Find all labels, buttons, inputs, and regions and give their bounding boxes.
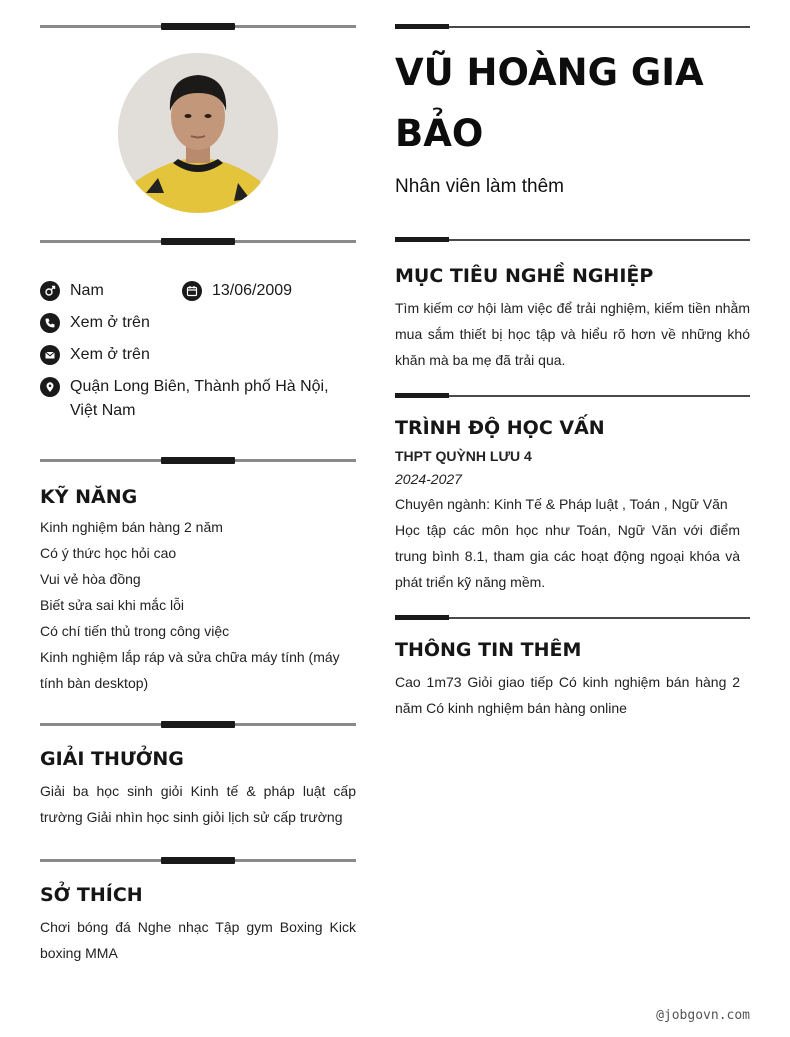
education-major: Chuyên ngành: Kinh Tế & Pháp luật , Toán , Ngữ Văn	[395, 496, 728, 512]
education-description: Học tập các môn học như Toán, Ngữ Văn với điểm trung bình 8.1, tham gia các hoạt động ngoại khóa và phát triển kỹ năng mềm.	[395, 522, 740, 590]
birthday-value: 13/06/2009	[212, 282, 293, 299]
gender-item	[40, 279, 182, 303]
divider	[395, 26, 750, 28]
objective-title: MỤC TIÊU NGHỀ NGHIỆP	[395, 265, 654, 287]
gender-value: Nam	[70, 282, 104, 299]
divider	[395, 617, 750, 619]
candidate-name: VŨ HOÀNG GIA BẢO	[395, 51, 704, 155]
divider	[395, 395, 750, 397]
address-value: Quận Long Biên, Thành phố Hà Nội, Việt Nam	[70, 378, 329, 419]
divider	[40, 459, 356, 462]
skill-item: Kinh nghiệm bán hàng 2 năm	[40, 519, 223, 535]
hobbies-text: Chơi bóng đá Nghe nhạc Tập gym Boxing Kick boxing MMA	[40, 919, 356, 961]
divider	[40, 25, 356, 28]
location-pin-icon	[40, 377, 60, 397]
mail-icon	[40, 345, 60, 365]
job-title: Nhân viên làm thêm	[395, 176, 564, 197]
objective-text: Tìm kiếm cơ hội làm việc để trải nghiệm, kiếm tiền nhằm mua sắm thiết bị học tập và hiểu rõ hơn về những khó khăn mà ba mẹ đã trải qua.	[395, 300, 750, 368]
birthday-item	[182, 279, 292, 303]
phone-value: Xem ở trên	[70, 314, 150, 331]
divider	[395, 239, 750, 241]
email-item	[40, 343, 356, 367]
extra-text: Cao 1m73 Giỏi giao tiếp Có kinh nghiệm bán hàng 2 năm Có kinh nghiệm bán hàng online	[395, 674, 740, 716]
skill-item: Có chí tiến thủ trong công việc	[40, 623, 230, 639]
education-title: TRÌNH ĐỘ HỌC VẤN	[395, 417, 605, 439]
footer-watermark: @jobgovn.com	[656, 1008, 750, 1023]
right-column	[395, 0, 750, 721]
divider	[40, 859, 356, 862]
skill-item: Có ý thức học hỏi cao	[40, 545, 177, 561]
awards-title: GIẢI THƯỞNG	[40, 748, 184, 770]
divider	[40, 240, 356, 243]
left-column	[40, 0, 356, 966]
awards-text: Giải ba học sinh giỏi Kinh tế & pháp luật cấp trường Giải nhìn học sinh giỏi lịch sử cấp trường	[40, 783, 356, 825]
skill-item: Biết sửa sai khi mắc lỗi	[40, 597, 184, 613]
avatar	[118, 53, 278, 213]
skill-item: Kinh nghiệm lắp ráp và sửa chữa máy tính (máy tính bàn desktop)	[40, 649, 340, 691]
divider	[40, 723, 356, 726]
education-period: 2024-2027	[395, 471, 462, 487]
contact-row-1	[40, 279, 356, 303]
phone-item	[40, 311, 356, 335]
skill-item: Vui vẻ hòa đồng	[40, 571, 141, 587]
extra-title: THÔNG TIN THÊM	[395, 639, 582, 661]
hobbies-title: SỞ THÍCH	[40, 884, 143, 906]
gender-icon	[40, 281, 60, 301]
email-value: Xem ở trên	[70, 346, 150, 363]
phone-icon	[40, 313, 60, 333]
calendar-icon	[182, 281, 202, 301]
address-item	[40, 375, 356, 423]
skills-list	[40, 514, 356, 696]
school-name: THPT QUỲNH LƯU 4	[395, 448, 532, 464]
skills-title: KỸ NĂNG	[40, 486, 138, 508]
